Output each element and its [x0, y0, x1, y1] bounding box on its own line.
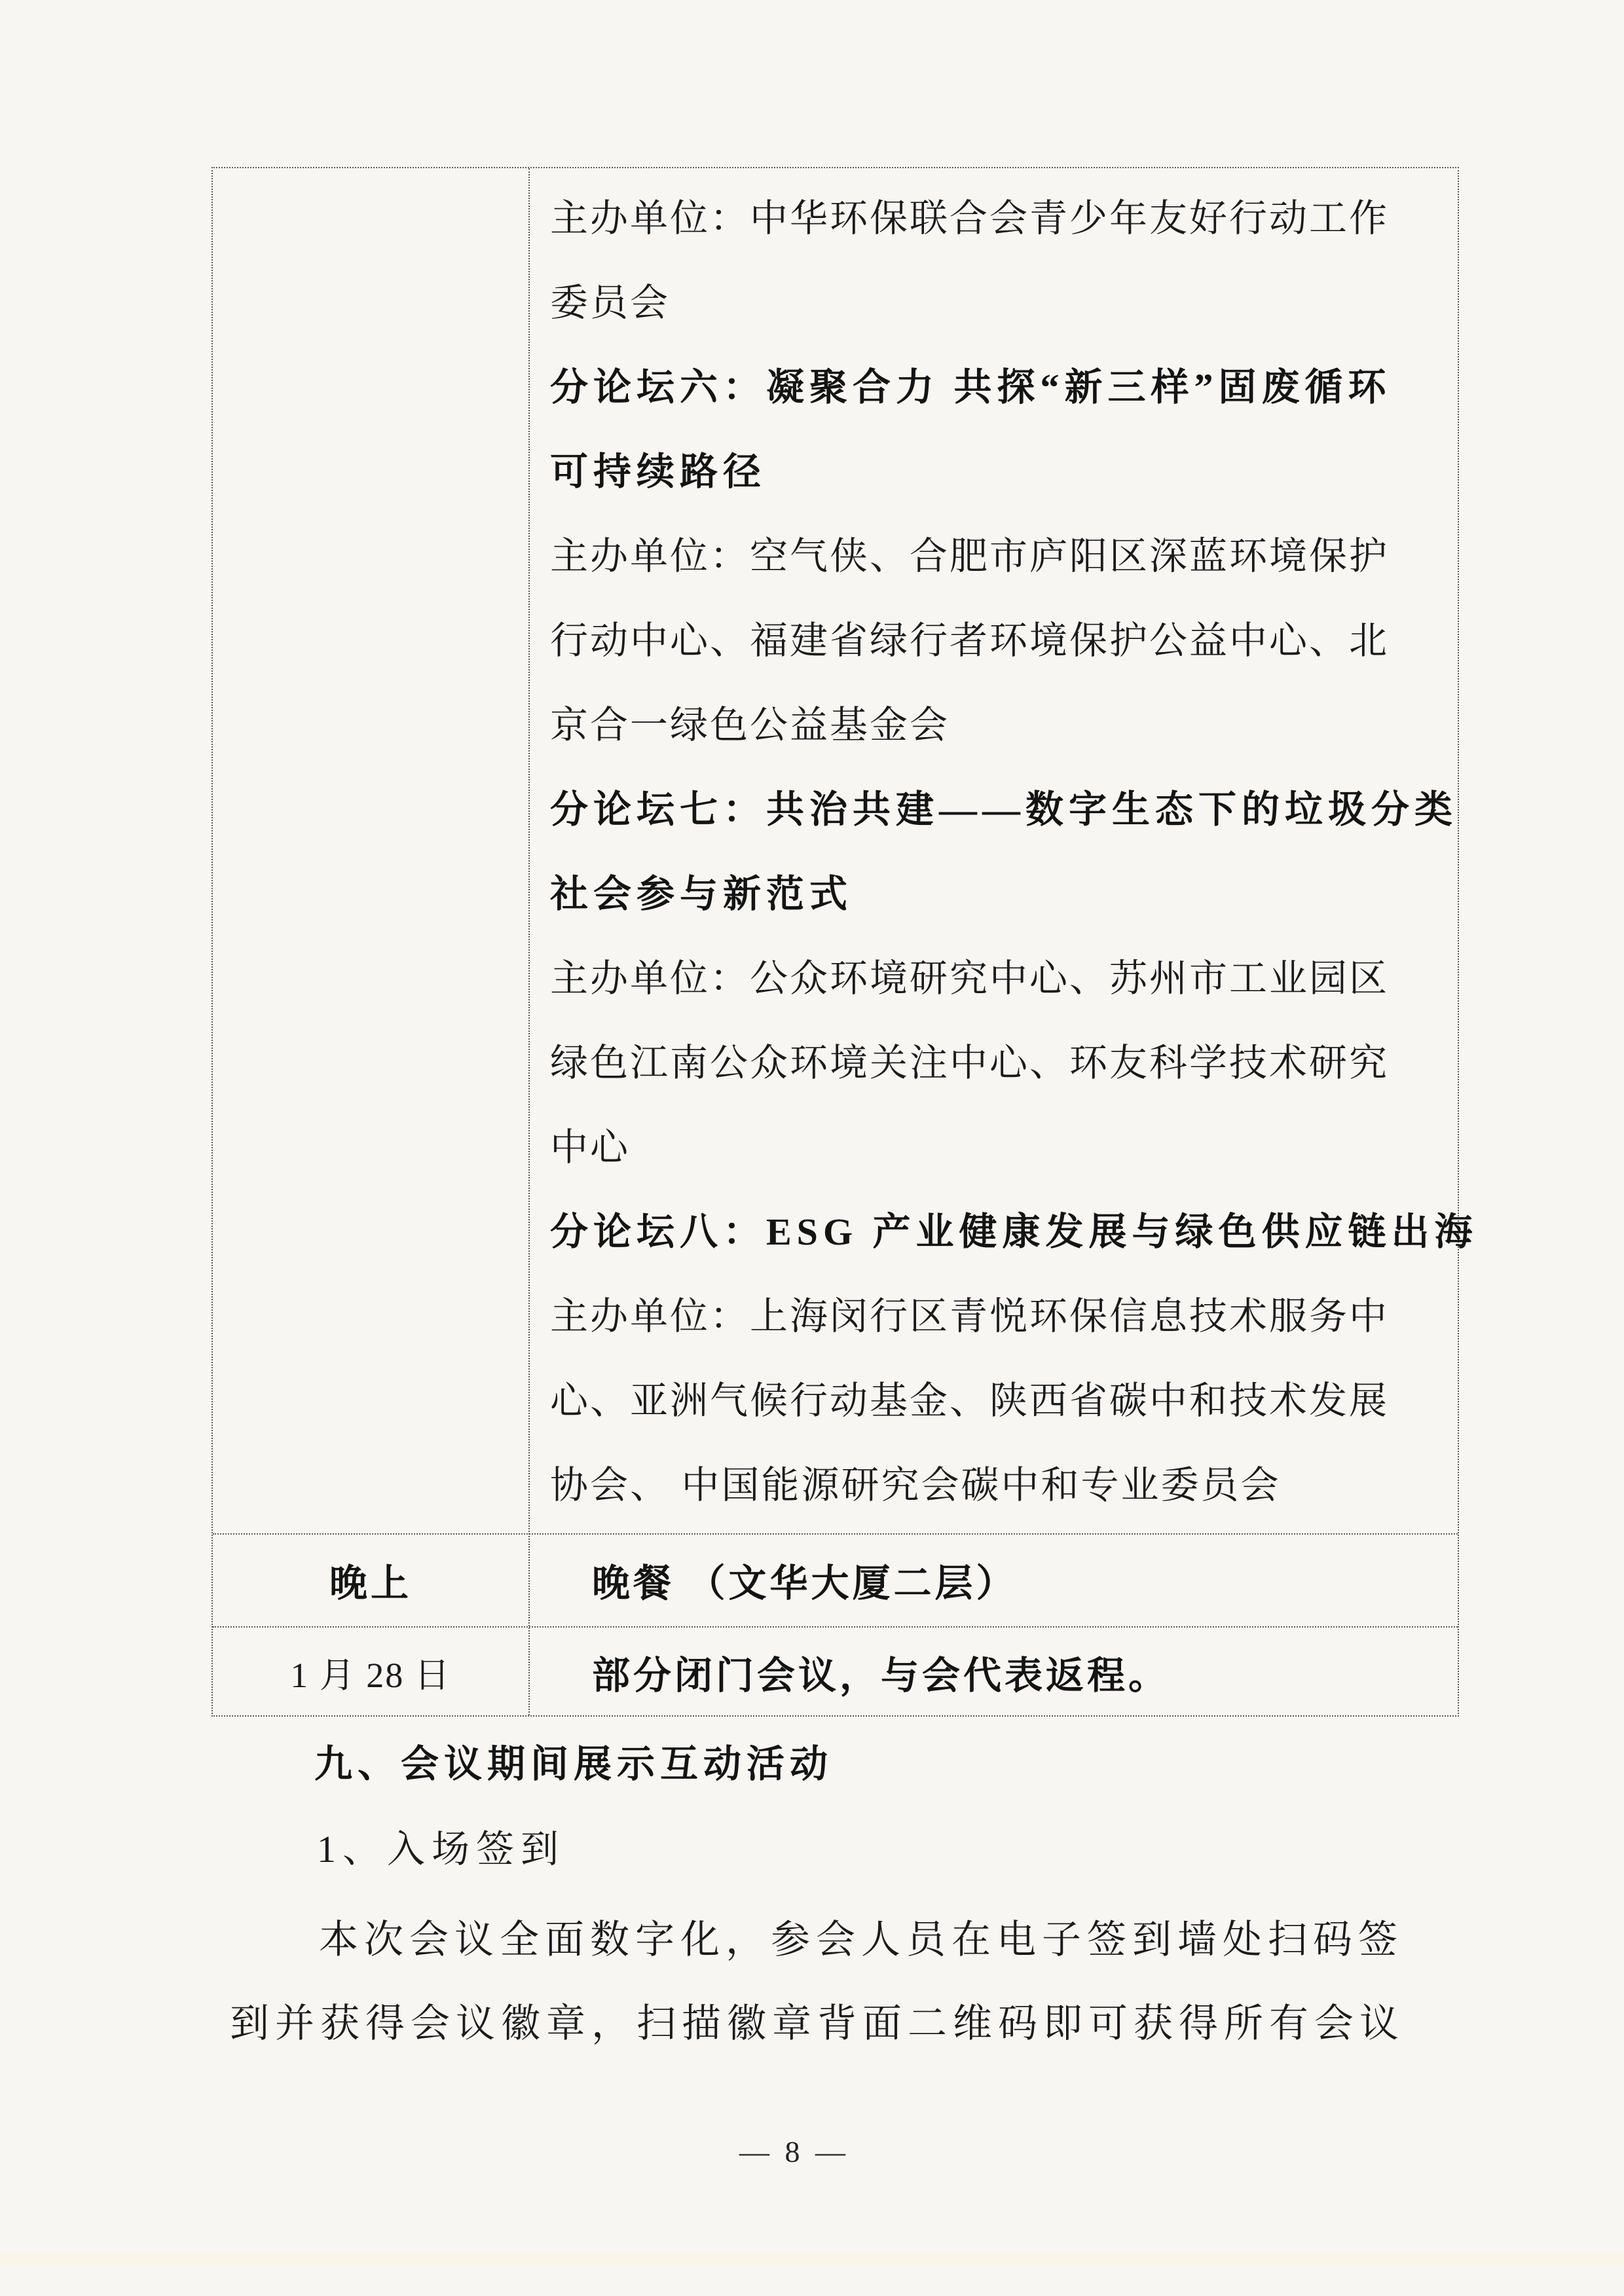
- forum-cell-line: 行动中心、福建省绿行者环境保护公益中心、北: [550, 619, 1390, 662]
- signin-subheading: 1、入场签到: [317, 1828, 566, 1870]
- forum-cell-line: 主办单位：上海闵行区青悦环保信息技术服务中: [550, 1295, 1390, 1338]
- evening-activity-cell: 晚餐 （文华大厦二层）: [592, 1562, 1018, 1605]
- forum-cell-line: 绿色江南公众环境关注中心、环友科学技术研究: [550, 1042, 1390, 1084]
- forum-six-title: 分论坛六：凝聚合力 共探“新三样”固废循环: [550, 366, 1392, 409]
- forum-cell-line: 主办单位：公众环境研究中心、苏州市工业园区: [550, 957, 1390, 1000]
- forum-cell-line: 主办单位：中华环保联合会青少年友好行动工作: [550, 197, 1390, 240]
- paragraph-line-1: 本次会议全面数字化，参会人员在电子签到墙处扫码签: [319, 1918, 1403, 1961]
- forum-cell-line: 协会、 中国能源研究会碳中和专业委员会: [550, 1464, 1281, 1506]
- evening-time-cell: 晚上: [329, 1562, 412, 1605]
- forum-cell-line: 主办单位：空气侠、合肥市庐阳区深蓝环境保护: [550, 535, 1390, 577]
- section-nine-heading: 九、会议期间展示互动活动: [314, 1743, 834, 1785]
- forum-seven-title-cont: 社会参与新范式: [550, 873, 853, 915]
- forum-six-title-cont: 可持续路径: [550, 450, 767, 493]
- forum-cell-line: 委员会: [550, 282, 671, 324]
- forum-seven-title: 分论坛七：共治共建——数字生态下的垃圾分类: [550, 788, 1458, 831]
- forum-cell-line: 京合一绿色公益基金会: [550, 704, 950, 746]
- page-number: — 8 —: [739, 2135, 849, 2168]
- forum-cell-line: 中心: [550, 1126, 631, 1169]
- forum-cell-line: 心、亚洲气候行动基金、陕西省碳中和技术发展: [550, 1379, 1390, 1422]
- paragraph-line-2: 到并获得会议徽章，扫描徽章背面二维码即可获得所有会议: [230, 2002, 1405, 2045]
- forum-schedule-cell: [528, 168, 1478, 1533]
- conference-schedule-table: [212, 167, 1478, 1717]
- jan28-activity-cell: 部分闭门会议，与会代表返程。: [592, 1654, 1170, 1697]
- forum-eight-title: 分论坛八：ESG 产业健康发展与绿色供应链出海: [550, 1211, 1478, 1253]
- jan28-date-cell: 1 月 28 日: [290, 1655, 451, 1695]
- scan-artifact-band: [0, 2252, 1624, 2267]
